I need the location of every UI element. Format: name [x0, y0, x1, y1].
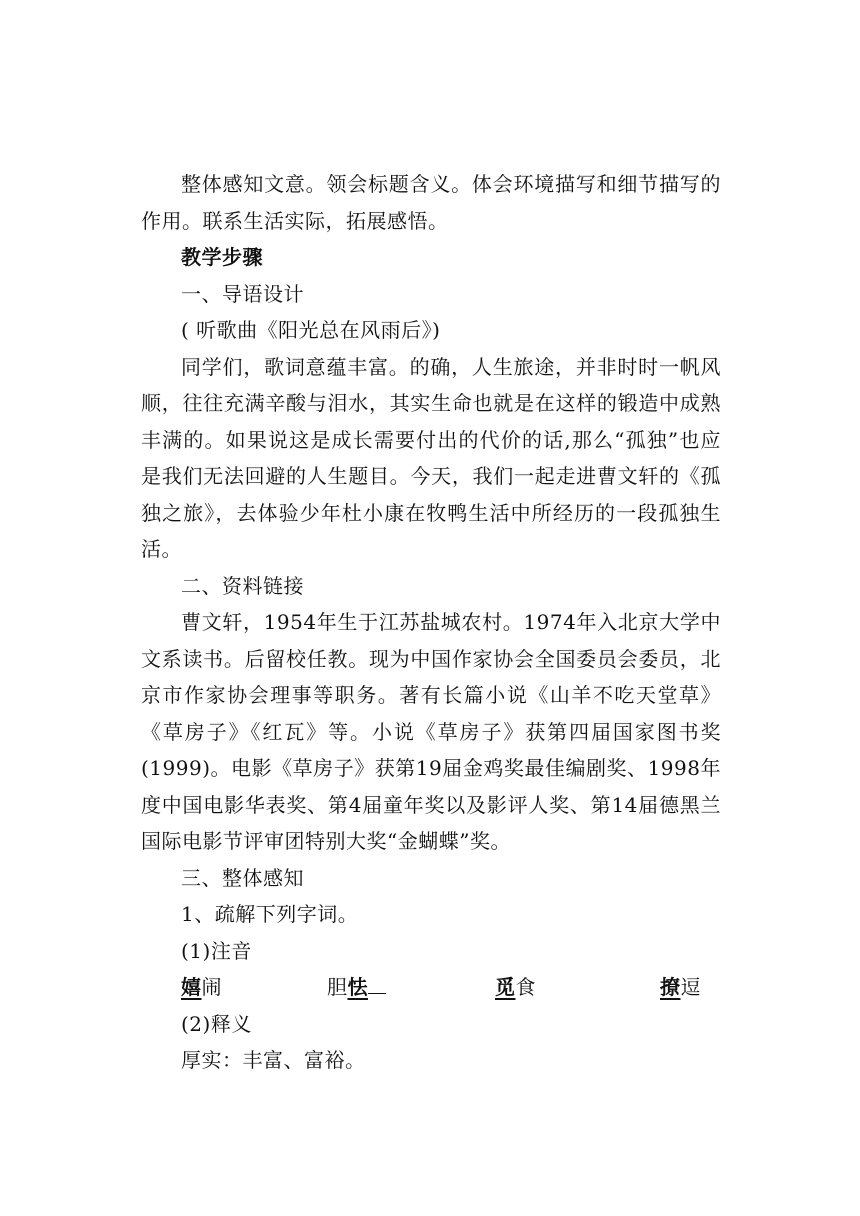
word-mishi: [495, 969, 536, 1006]
word-danqie: [327, 969, 386, 1006]
word-rest: 逗: [680, 975, 701, 999]
word-rest: 食: [515, 975, 536, 999]
steps-heading: 教学步骤: [181, 245, 263, 269]
section1-title: 一、导语设计: [181, 281, 304, 306]
section3-item1: 1、疏解下列字词。: [181, 902, 359, 926]
word-xinao: [181, 969, 222, 1006]
word-marked-char: 怯: [347, 975, 368, 999]
word-marked-char: 嬉: [181, 975, 202, 999]
meaning-heading: (2)释义: [181, 1011, 252, 1036]
document-body: [141, 166, 721, 1079]
pinyin-heading: (1)注音: [181, 938, 252, 963]
objectives-paragraph: 整体感知文意。领会标题含义。体会环境描写和细节描写的作用。联系生活实际，拓展感悟。: [141, 172, 721, 233]
section3-title: 三、整体感知: [181, 865, 304, 890]
word-prefix: 胆: [327, 975, 348, 999]
word-rest: 闹: [201, 975, 222, 999]
section1-note: ( 听歌曲《阳光总在风雨后》): [181, 318, 441, 342]
meaning-line: 厚实：丰富、富裕。: [181, 1048, 366, 1072]
underline-blank: [368, 969, 386, 994]
section2-title: 二、资料链接: [181, 573, 304, 598]
word-marked-char: 撩: [660, 975, 681, 999]
word-liaodou: [660, 969, 701, 1006]
section1-paragraph: 同学们，歌词意蕴丰富。的确，人生旅途，并非时时一帆风顺，往往充满辛酸与泪水，其实生命也就是在这样的锻造中成熟丰满的。如果说这是成长需要付出的代价的话,那么“孤独”也应是我们无法回避的人生题目。今天，我们一起走进曹文轩的《孤独之旅》，去体验少年杜小康在牧鸭生活中所经历的一段孤独生活。: [141, 354, 721, 561]
word-marked-char: 觅: [495, 975, 516, 999]
pinyin-word-row: [141, 969, 721, 1006]
section2-paragraph: 曹文轩，1954年生于江苏盐城农村。1974年入北京大学中文系读书。后留校任教。现为中国作家协会全国委员会委员，北京市作家协会理事等职务。著有长篇小说《山羊不吃天堂草》《草房子》《红瓦》等。小说《草房子》获第四届国家图书奖(1999)。电影《草房子》获第19届金鸡奖最佳编剧奖、1998年度中国电影华表奖、第4届童年奖以及影评人奖、第14届德黑兰国际电影节评审团特别大奖“金蝴蝶”奖。: [141, 610, 721, 853]
